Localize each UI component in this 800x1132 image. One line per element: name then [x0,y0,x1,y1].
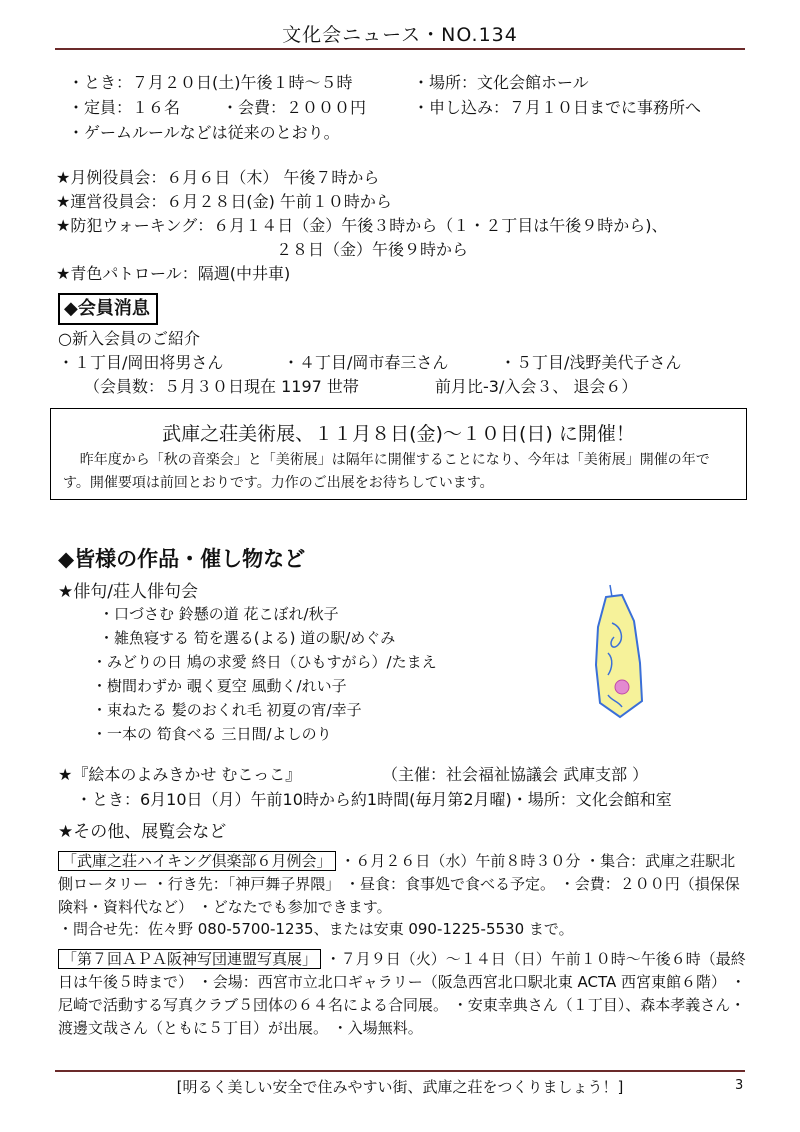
event-rules: ・ゲームルールなどは従来のとおり。 [68,123,340,142]
page-title: 文化会ニュース・NO.134 [282,24,518,46]
event-fee: ・会費：２０００円 [222,98,367,117]
members-sub: ○新入会員のご紹介 [58,329,200,348]
haiku-heading: ★俳句/荘人俳句会 [58,582,198,602]
schedule-crime-walk: ★防犯ウォーキング：６月１４日（金）午後３時から（１・２丁目は午後９時から)、 [56,216,668,235]
event-capacity: ・定員：１６名 [68,98,181,117]
haiku-line-2: ・雑魚寝する 筍を選る(よる) 道の駅/めぐみ [99,629,396,647]
members-heading: ◆会員消息 [58,293,158,325]
picturebook-detail: ・とき：6月10日（月）午前10時から約1時間(毎月第2月曜)・場所：文化会館和室 [76,790,672,809]
header-divider [55,48,745,50]
event-place: ・場所：文化会館ホール [413,73,589,92]
event-apply: ・申し込み：７月１０日までに事務所へ [413,98,702,117]
schedule-operations-board: ★運営役員会：６月２８日(金) 午前１０時から [56,192,392,211]
member-count: （会員数：５月３０日現在 1197 世帯 [84,377,359,396]
page-number: 3 [735,1078,744,1093]
photo-text: ・７月９日（火）～１４日（日）午前１０時～午後６時（最終日は午後５時まで） ・会場：西宮市立北口ギャラリー（阪急西宮北口駅北東 ACTA 西宮東館６階） ・尼崎で活動する写真クラブ５団体の６４名による合同展。 ・安東幸典さん（１丁目）、森本孝義さん・渡邊文哉さん（ともに５丁目）が出展。 ・入場無料。 [58,950,746,1037]
picturebook-host: （主催：社会福祉協議会 武庫支部 ） [382,765,649,784]
hiking-paragraph [58,850,748,919]
footer-slogan: [明るく美しい安全で住みやすい街、武庫之荘をつくりましょう！] [176,1078,624,1096]
hiking-contact: ・問合せ先：佐々野 080-5700-1235、または安東 090-1225-5530 まで。 [58,920,574,938]
hiking-text: ・６月２６日（水）午前８時３０分 ・集合：武庫之荘駅北側ロータリー ・行き先：「神戸舞子界隈」 ・昼食：食事処で食べる予定。 ・会費：２００円（損保保険料・資料代など） ・どなたでも参加できます。 [58,852,740,916]
hiking-label: 「武庫之荘ハイキング倶楽部６月例会」 [58,851,336,871]
new-member-1: ・１丁目/岡田将男さん [58,353,224,372]
haiku-line-1: ・口づさむ 鈴懸の道 花こぼれ/秋子 [99,605,339,623]
photo-paragraph [58,948,748,1040]
notice-title: 武庫之荘美術展、１１月８日(金)～１０日(日) に開催！ [162,423,635,445]
schedule-crime-walk-cont: ２８日（金）午後９時から [276,240,469,259]
member-diff: 前月比-3/入会３、 退会６） [435,377,638,396]
other-heading: ★その他、展覧会など [58,822,227,842]
haiku-line-4: ・樹間わずか 覗く夏空 風動く/れい子 [92,677,347,695]
schedule-monthly-board: ★月例役員会：６月６日（木） 午後７時から [56,168,380,187]
new-member-3: ・５丁目/浅野美代子さん [500,353,682,372]
new-member-2: ・４丁目/岡市春三さん [283,353,449,372]
event-time: ・とき：７月２０日(土)午後１時～５時 [68,73,353,92]
tanzaku-illustration [578,583,658,723]
haiku-line-5: ・束ねたる 髪のおくれ毛 初夏の宵/幸子 [92,701,362,719]
schedule-blue-patrol: ★青色パトロール：隔週(中井車) [56,264,291,283]
works-heading: ◆皆様の作品・催し物など [58,547,306,571]
haiku-line-6: ・一本の 筍食べる 三日間/よしのり [92,725,332,743]
picturebook-title: ★『絵本のよみきかせ むこっこ』 [58,765,302,784]
haiku-line-3: ・みどりの日 鳩の求愛 終日（ひもすがら）/たまえ [92,653,437,671]
notice-body: 昨年度から「秋の音楽会」と「美術展」は隔年に開催することになり、今年は「美術展」開催の年です。開催要項は前回とおりです。力作のご出展をお待ちしています。 [63,452,710,491]
footer-divider [55,1070,745,1072]
art-exhibition-notice [50,408,747,500]
photo-label: 「第７回ＡＰＡ阪神写団連盟写真展」 [58,949,321,969]
